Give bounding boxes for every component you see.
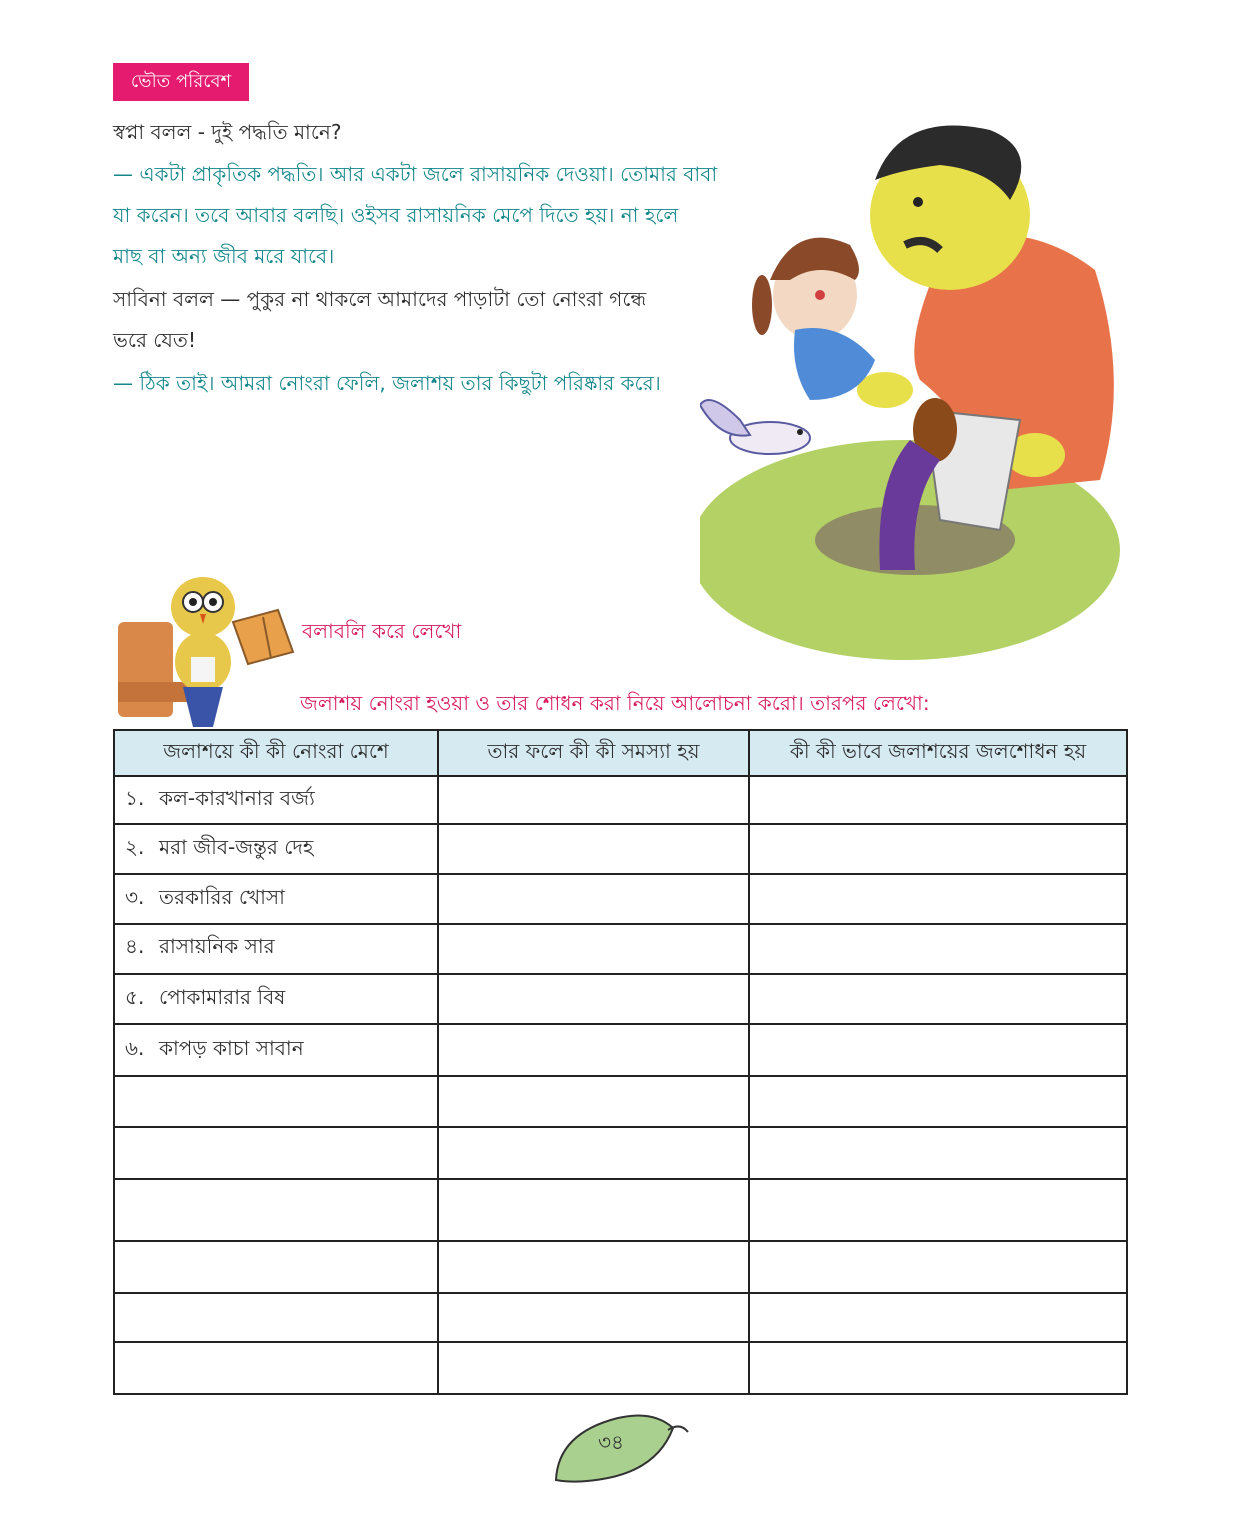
row-number: ৩. <box>125 884 145 909</box>
answer-cell[interactable] <box>438 1241 749 1293</box>
section-badge: ভৌত পরিবেশ <box>113 63 249 101</box>
answer-cell[interactable] <box>438 824 749 874</box>
table-row <box>114 874 1127 923</box>
row-item: তরকারির খোসা <box>159 884 285 909</box>
answer-cell[interactable] <box>438 776 749 824</box>
answer-cell[interactable] <box>438 874 749 923</box>
dialogue-line-7: — ঠিক তাই। আমরা নোংরা ফেলি, জলাশয় তার কিছুটা পরিষ্কার করে। <box>113 371 661 395</box>
answer-cell[interactable] <box>114 1241 438 1293</box>
table-header-problems: তার ফলে কী কী সমস্যা হয় <box>438 730 749 776</box>
dialogue-line-2: — একটা প্রাকৃতিক পদ্ধতি। আর একটা জলে রাসায়নিক দেওয়া। তোমার বাবা <box>113 162 718 186</box>
answer-cell[interactable] <box>438 1342 749 1394</box>
answer-cell[interactable] <box>114 1127 438 1179</box>
table-row-empty <box>114 1293 1127 1341</box>
dialogue-line-6: ভরে যেত! <box>113 328 196 352</box>
table-row <box>114 1024 1127 1076</box>
answer-cell[interactable] <box>749 1127 1127 1179</box>
row-number: ৫. <box>125 984 145 1009</box>
table-header-pollutants: জলাশয়ে কী কী নোংরা মেশে <box>114 730 438 776</box>
row-item: কাপড় কাচা সাবান <box>159 1035 304 1060</box>
pollution-table <box>113 729 1128 1395</box>
dialogue-line-5: সাবিনা বলল — পুকুর না থাকলে আমাদের পাড়াটা তো নোংরা গন্ধে <box>113 287 647 311</box>
answer-cell[interactable] <box>749 1293 1127 1341</box>
row-item: কল-কারখানার বর্জ্য <box>159 785 315 810</box>
answer-cell[interactable] <box>438 1076 749 1126</box>
answer-cell[interactable] <box>749 1024 1127 1076</box>
dialogue-line-3: যা করেন। তবে আবার বলছি। ওইসব রাসায়নিক মেপে দিতে হয়। না হলে <box>113 203 679 227</box>
activity-heading: বলাবলি করে লেখো <box>302 619 462 643</box>
answer-cell[interactable] <box>749 874 1127 923</box>
dialogue-line-4: মাছ বা অন্য জীব মরে যাবে। <box>113 244 335 268</box>
dialogue-line-1: স্বপ্না বলল - দুই পদ্ধতি মানে? <box>113 120 342 144</box>
page-number: ৩৪ <box>598 1430 624 1454</box>
answer-cell[interactable] <box>749 776 1127 824</box>
answer-cell[interactable] <box>749 1241 1127 1293</box>
table-row <box>114 776 1127 824</box>
answer-cell[interactable] <box>114 1293 438 1341</box>
row-number: ৪. <box>125 934 145 959</box>
answer-cell[interactable] <box>749 974 1127 1024</box>
table-header-purification: কী কী ভাবে জলাশয়ের জলশোধন হয় <box>749 730 1127 776</box>
table-row <box>114 824 1127 874</box>
table-row-empty <box>114 1179 1127 1241</box>
row-number: ২. <box>125 834 145 859</box>
answer-cell[interactable] <box>749 924 1127 974</box>
owl-reader-illustration <box>113 562 298 730</box>
activity-instruction: জলাশয় নোংরা হওয়া ও তার শোধন করা নিয়ে আলোচনা করো। তারপর লেখো: <box>300 691 930 715</box>
table-row-empty <box>114 1127 1127 1179</box>
answer-cell[interactable] <box>438 1293 749 1341</box>
answer-cell[interactable] <box>114 1179 438 1241</box>
table-row <box>114 924 1127 974</box>
answer-cell[interactable] <box>438 924 749 974</box>
table-header-row <box>114 730 1127 776</box>
row-number: ৬. <box>125 1035 145 1060</box>
table-row-empty <box>114 1241 1127 1293</box>
row-item: পোকামারার বিষ <box>159 984 286 1009</box>
answer-cell[interactable] <box>114 1342 438 1394</box>
answer-cell[interactable] <box>438 1179 749 1241</box>
row-number: ১. <box>125 785 145 810</box>
answer-cell[interactable] <box>438 1024 749 1076</box>
pollution-illustration <box>700 120 1140 660</box>
answer-cell[interactable] <box>749 824 1127 874</box>
answer-cell[interactable] <box>749 1076 1127 1126</box>
row-item: রাসায়নিক সার <box>159 934 275 959</box>
table-row-empty <box>114 1076 1127 1126</box>
table-row-empty <box>114 1342 1127 1394</box>
answer-cell[interactable] <box>749 1342 1127 1394</box>
answer-cell[interactable] <box>114 1076 438 1126</box>
answer-cell[interactable] <box>438 1127 749 1179</box>
table-row <box>114 974 1127 1024</box>
answer-cell[interactable] <box>749 1179 1127 1241</box>
row-item: মরা জীব-জন্তুর দেহ <box>159 834 314 859</box>
answer-cell[interactable] <box>438 974 749 1024</box>
